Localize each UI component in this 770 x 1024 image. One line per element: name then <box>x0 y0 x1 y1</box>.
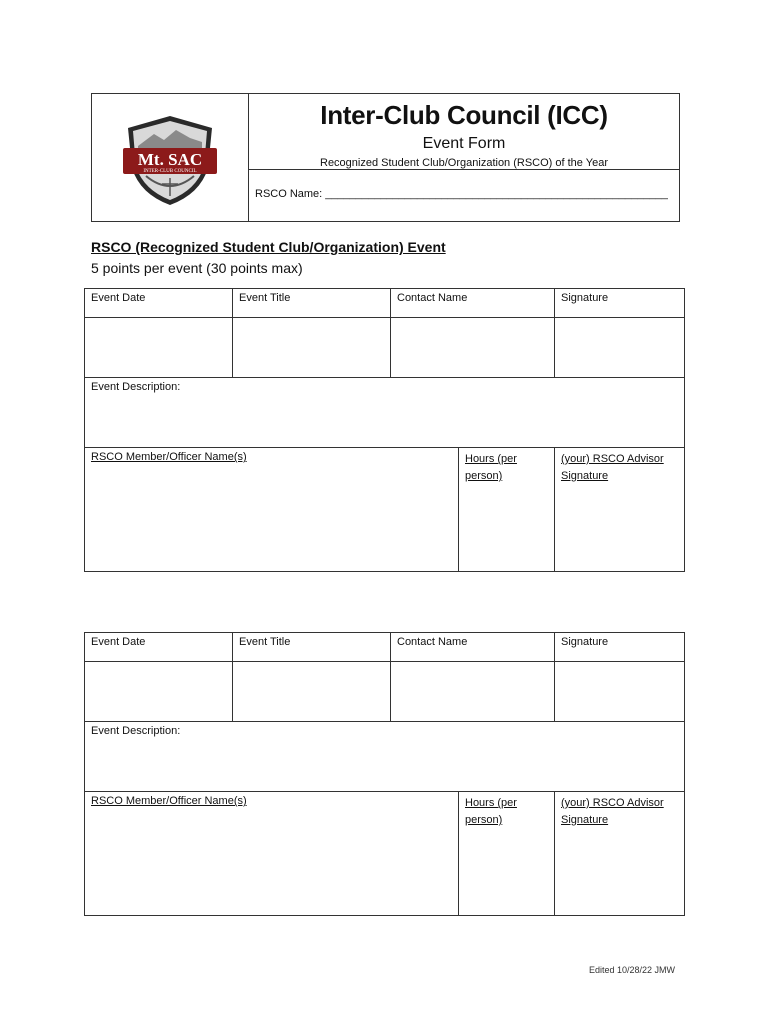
rsco-name-cell <box>249 170 679 221</box>
member-names-field[interactable] <box>85 448 459 571</box>
logo-subtext: INTER-CLUB COUNCIL <box>143 169 197 174</box>
member-names-label: RSCO Member/Officer Name(s) <box>91 795 247 807</box>
form-name: Event Form <box>422 135 506 152</box>
advisor-signature-field[interactable] <box>555 448 684 571</box>
contact-name-field[interactable] <box>391 318 555 378</box>
event-title-field[interactable] <box>233 318 391 378</box>
logo-text: Mt. SAC <box>137 150 203 169</box>
hours-label: Hours (per person) <box>465 797 517 826</box>
header-box <box>91 93 680 222</box>
signature-field[interactable] <box>555 318 684 378</box>
event-date-header: Event Date <box>85 289 233 318</box>
advisor-signature-field[interactable] <box>555 792 684 915</box>
advisor-signature-label: (your) RSCO Advisor Signature <box>561 453 664 482</box>
member-names-field[interactable] <box>85 792 459 915</box>
hours-label: Hours (per person) <box>465 453 517 482</box>
advisor-signature-label: (your) RSCO Advisor Signature <box>561 797 664 826</box>
form-main-title: Inter-Club Council (ICC) <box>320 100 608 130</box>
event-title-field[interactable] <box>233 662 391 722</box>
title-cell <box>249 94 679 170</box>
contact-name-field[interactable] <box>391 662 555 722</box>
logo-cell <box>92 94 249 221</box>
event-date-field[interactable] <box>85 662 233 722</box>
edited-note: Edited 10/28/22 JMW <box>589 965 676 975</box>
event-description-field[interactable] <box>85 722 684 792</box>
hours-field[interactable] <box>459 448 555 571</box>
award-name: Recognized Student Club/Organization (RSCO) of the Year <box>320 157 608 169</box>
mt-sac-logo <box>120 112 220 208</box>
event-table-2 <box>84 632 685 916</box>
event-description-label: Event Description: <box>91 725 181 737</box>
contact-name-header: Contact Name <box>391 633 555 662</box>
signature-header: Signature <box>555 289 684 318</box>
signature-field[interactable] <box>555 662 684 722</box>
event-table-1 <box>84 288 685 572</box>
event-description-field[interactable] <box>85 378 684 448</box>
hours-field[interactable] <box>459 792 555 915</box>
event-date-field[interactable] <box>85 318 233 378</box>
event-title-header: Event Title <box>233 633 391 662</box>
contact-name-header: Contact Name <box>391 289 555 318</box>
section-subheading: 5 points per event (30 points max) <box>91 260 303 276</box>
event-date-header: Event Date <box>85 633 233 662</box>
event-title-header: Event Title <box>233 289 391 318</box>
event-description-label: Event Description: <box>91 381 181 393</box>
rsco-name-field[interactable]: RSCO Name: ________________________________________________________ <box>255 188 668 200</box>
section-heading: RSCO (Recognized Student Club/Organization) Event <box>91 239 446 255</box>
signature-header: Signature <box>555 633 684 662</box>
member-names-label: RSCO Member/Officer Name(s) <box>91 451 247 463</box>
